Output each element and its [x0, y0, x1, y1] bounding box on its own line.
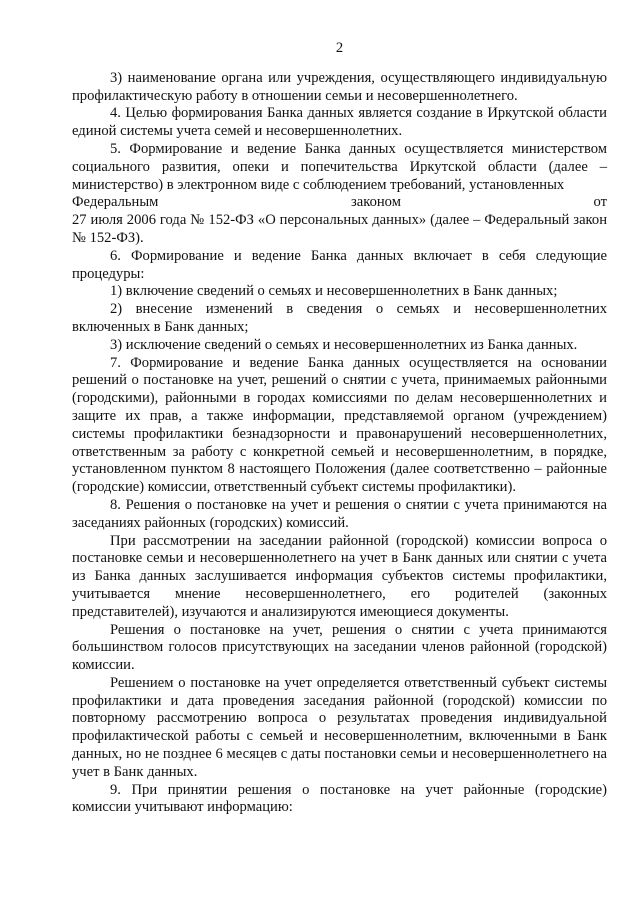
paragraph-3-naimenovanie: 3) наименование органа или учреждения, осуществляющего индивидуальную профилактическую работу в отношении семьи и несовершеннолетнего.	[72, 69, 607, 104]
split-left: Федеральным	[72, 194, 159, 211]
list-item-1: 1) включение сведений о семьях и несовершеннолетних в Банк данных;	[110, 283, 558, 300]
paragraph-4: 4. Целью формирования Банка данных является создание в Иркутской области единой системы учета семей и несовершеннолетних.	[72, 105, 607, 140]
split-right: от	[593, 194, 607, 211]
paragraph-5-continued: 27 июля 2006 года № 152-ФЗ «О персональных данных» (далее – Федеральный закон № 152-ФЗ).	[72, 212, 607, 246]
list-item-2: 2) внесение изменений в сведения о семьях и несовершеннолетних включенных в Банк данных;	[72, 301, 607, 335]
paragraph-responsible-subject: Решением о постановке на учет определяется ответственный субъект системы профилактики и дата проведения заседания районной (городской) комиссии по повторному рассмотрению вопроса о результатах проведения индивидуальной профилактической работы с семьей и несовершеннолетним, включенными в Банк данных, но не позднее 6 месяцев с даты постановки семьи и несовершеннолетнего на учет в Банк данных.	[72, 674, 607, 780]
page-number: 2	[335, 40, 344, 56]
paragraph-9: 9. При принятии решения о постановке на учет районные (городские) комиссии учитывают информацию:	[72, 781, 607, 816]
split-middle: законом	[350, 194, 401, 211]
paragraph-5: 5. Формирование и ведение Банка данных осуществляется министерством социального развития, опеки и попечительства Иркутской области (далее – министерство) в электронном виде с соблюдением требований, установленных	[72, 140, 607, 193]
list-item-3: 3) исключение сведений о семьях и несовершеннолетних из Банка данных.	[110, 336, 578, 353]
split-line-federal-law	[72, 194, 607, 212]
paragraph-8: 8. Решения о постановке на учет и решения о снятии с учета принимаются на заседаниях районных (городских) комиссий.	[72, 496, 607, 531]
paragraph-consideration: При рассмотрении на заседании районной (городской) комиссии вопроса о постановке семьи и несовершеннолетнего на учет в Банк данных или снятии с учета из Банка данных заслушивается информация субъектов системы профилактики, учитывается мнение несовершеннолетнего, его родителей (законных представителей), изучаются и анализируются имеющиеся документы.	[72, 532, 607, 620]
paragraph-6: 6. Формирование и ведение Банка данных включает в себя следующие процедуры:	[72, 247, 607, 282]
paragraph-majority-vote: Решения о постановке на учет, решения о снятии с учета принимаются большинством голосов присутствующих на заседании членов районной (городской) комиссии.	[72, 621, 607, 674]
paragraph-7: 7. Формирование и ведение Банка данных осуществляется на основании решений о постановке на учет, решений о снятии с учета, принимаемых районными (городскими), районными в городах комиссиями по делам несовершеннолетних и защите их прав, а также информации, представляемой органом (учреждением) системы профилактики безнадзорности и правонарушений несовершеннолетних, ответственным за работу с конкретной семьей и несовершеннолетним, в порядке, установленном пунктом 8 настоящего Положения (далее соответственно – районные (городские) комиссии, ответственный субъект системы профилактики).	[72, 354, 607, 496]
